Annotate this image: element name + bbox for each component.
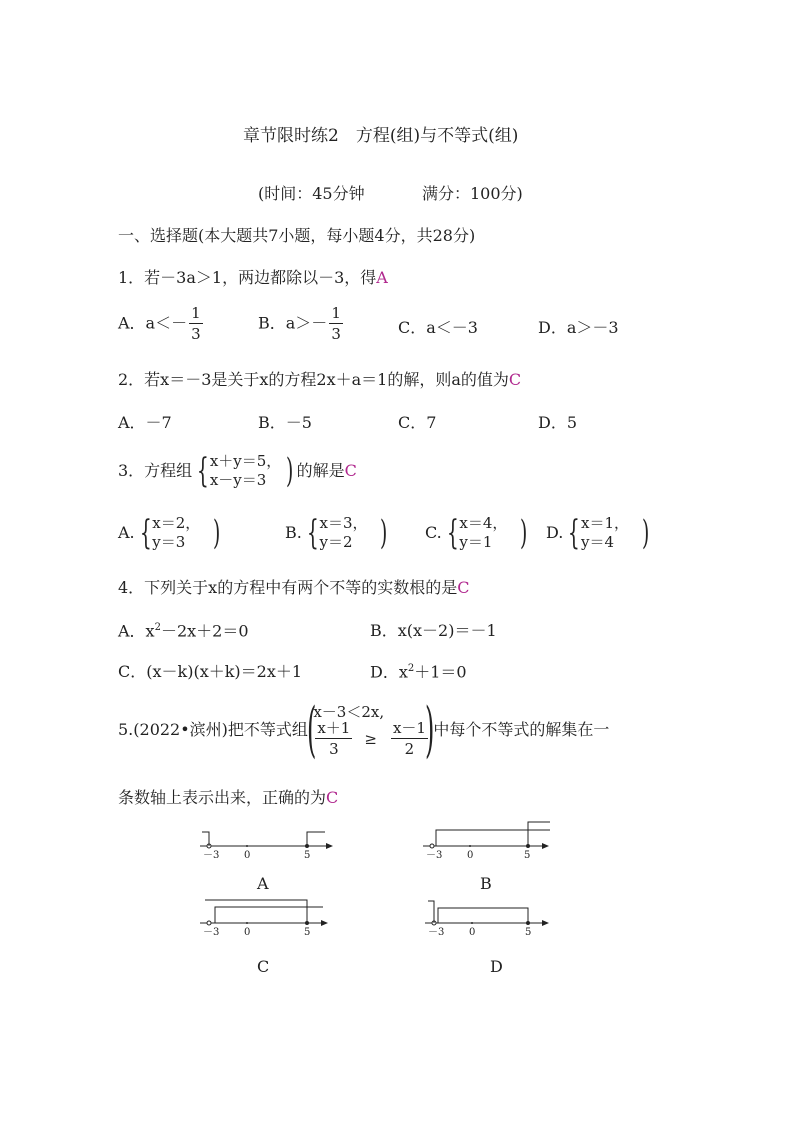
option-d-text: D．x xyxy=(370,662,408,682)
fraction xyxy=(315,721,352,757)
number-line-a-svg xyxy=(195,822,340,862)
open-point xyxy=(207,921,211,925)
fraction xyxy=(329,306,343,342)
equation-2: y＝2 xyxy=(319,533,353,551)
question-3-option-b[interactable] xyxy=(285,514,391,552)
equation-2: y＝1 xyxy=(459,533,493,551)
right-paren: ) xyxy=(520,513,528,553)
tick-label: 5 xyxy=(524,850,531,861)
left-brace: ( xyxy=(306,695,317,765)
axis-arrow xyxy=(326,843,333,849)
question-1-option-d[interactable]: D．a＞－3 xyxy=(538,318,619,337)
number-line-b-svg xyxy=(418,818,563,862)
right-paren: ) xyxy=(641,513,650,553)
tick-label: －3 xyxy=(203,850,220,861)
solution-ray-upper xyxy=(205,900,307,923)
fraction-numerator: x－1 xyxy=(392,719,426,737)
left-brace: { xyxy=(306,513,319,553)
question-2-option-c[interactable]: C．7 xyxy=(398,413,437,432)
question-3-option-c[interactable] xyxy=(425,514,531,552)
option-a-text: A．a＜－ xyxy=(118,313,188,333)
option-label: B. xyxy=(285,523,302,542)
question-5-text-tail: 中每个不等式的解集在一 xyxy=(433,720,610,739)
question-1-answer: A xyxy=(376,268,388,287)
equation-1: x＝1， xyxy=(580,514,629,532)
solution-segment xyxy=(438,908,528,923)
number-line-c xyxy=(195,895,340,939)
inequality-system xyxy=(313,703,428,757)
fraction-numerator: 1 xyxy=(191,304,201,322)
option-d-text-tail: ＋1＝0 xyxy=(414,662,467,682)
left-brace: { xyxy=(139,513,152,553)
option-a-text: A．x xyxy=(118,621,155,641)
question-3-option-a[interactable] xyxy=(118,514,224,552)
tick-point xyxy=(246,845,248,847)
question-4-option-d[interactable] xyxy=(370,664,467,680)
option-label: A. xyxy=(118,523,135,542)
question-1-text: 1．若－3a＞1，两边都除以－3，得 xyxy=(118,268,377,287)
equation-1: x＝3， xyxy=(319,514,368,532)
question-5-stem xyxy=(118,694,609,766)
tick-label: 0 xyxy=(244,927,251,938)
inequality-2 xyxy=(313,721,428,757)
tick-label: 5 xyxy=(525,927,532,938)
question-5-text: 5.(2022•滨州)把不等式组 xyxy=(118,720,308,739)
question-4-option-a[interactable] xyxy=(118,623,249,639)
fraction-denominator: 2 xyxy=(404,740,415,758)
number-line-a xyxy=(195,822,340,862)
number-line-caption-d: D xyxy=(490,957,503,976)
solution-ray-right xyxy=(307,832,325,846)
tick-label: 0 xyxy=(467,850,474,861)
question-1-option-b[interactable] xyxy=(258,306,343,342)
question-4-text: 4．下列关于x的方程中有两个不等的实数根的是 xyxy=(118,578,458,597)
question-3-answer: C xyxy=(344,461,357,480)
question-2-answer: C xyxy=(508,370,522,389)
full-score: 满分：100分) xyxy=(422,184,523,203)
geq-sign: ≥ xyxy=(364,729,377,748)
fraction-denominator: 3 xyxy=(329,740,339,758)
fraction xyxy=(189,306,203,342)
right-paren: ) xyxy=(286,451,294,491)
question-5-stem-line2 xyxy=(118,790,338,806)
question-2-option-b[interactable]: B．－5 xyxy=(258,413,312,432)
tick-label: －3 xyxy=(428,927,445,938)
equation-2: y＝4 xyxy=(580,533,615,551)
page-title: 章节限时练2 方程(组)与不等式(组) xyxy=(243,126,519,146)
left-brace: { xyxy=(197,451,209,491)
number-line-b xyxy=(418,818,563,862)
number-line-caption-b: B xyxy=(480,874,492,893)
number-line-caption-c: C xyxy=(257,957,270,976)
question-3-stem xyxy=(118,452,357,490)
question-3-text: 3．方程组 xyxy=(118,461,193,480)
option-b-text: B．a＞－ xyxy=(258,313,328,333)
question-2-stem xyxy=(118,372,521,388)
question-4-option-b[interactable]: B．x(x－2)＝－1 xyxy=(370,621,497,640)
number-line-d-svg xyxy=(420,895,565,939)
tick-label: 5 xyxy=(304,850,311,861)
left-brace: { xyxy=(568,513,581,553)
tick-point xyxy=(246,922,248,924)
question-2-option-a[interactable]: A．－7 xyxy=(118,413,172,432)
inequality-1: x－3＜2x, xyxy=(313,703,385,721)
question-5-answer: C xyxy=(326,788,339,807)
equation-2: y＝3 xyxy=(152,533,186,551)
question-2-option-d[interactable]: D．5 xyxy=(538,413,578,432)
equation-1: x＝4， xyxy=(459,514,508,532)
question-2-text: 2．若x＝－3是关于x的方程2x＋a＝1的解，则a的值为 xyxy=(118,370,509,389)
question-4-stem xyxy=(118,580,469,596)
tick-point xyxy=(469,845,471,847)
tick-label: 0 xyxy=(469,927,476,938)
axis-arrow xyxy=(321,920,328,926)
number-line-c-svg xyxy=(195,895,340,939)
right-paren: ) xyxy=(380,513,388,553)
axis-arrow xyxy=(542,843,549,849)
number-line-d xyxy=(420,895,565,939)
option-label: C. xyxy=(425,523,442,542)
fraction-denominator: 3 xyxy=(331,325,341,343)
solution-ray-left xyxy=(428,901,434,923)
solution-segment xyxy=(436,830,528,846)
fraction-numerator: 1 xyxy=(331,304,341,322)
equation-system xyxy=(442,514,531,552)
tick-label: 0 xyxy=(244,850,251,861)
question-5-text-line2: 条数轴上表示出来，正确的为 xyxy=(118,788,327,807)
open-point xyxy=(430,844,434,848)
fraction-denominator: 3 xyxy=(191,325,201,343)
question-1-option-a[interactable] xyxy=(118,306,203,342)
question-4-option-c[interactable]: C．(x－k)(x＋k)＝2x＋1 xyxy=(118,662,303,681)
option-label: D. xyxy=(546,523,564,542)
solution-ray xyxy=(528,822,550,830)
right-paren: ) xyxy=(213,513,221,553)
question-1-option-c[interactable]: C．a＜－3 xyxy=(398,318,478,337)
question-1-stem xyxy=(118,270,388,286)
time-limit: (时间：45分钟 xyxy=(258,184,365,203)
equation-system xyxy=(192,452,296,490)
axis-arrow xyxy=(542,920,549,926)
equation-system xyxy=(563,514,652,552)
question-3-text-tail: 的解是 xyxy=(296,461,345,480)
equation-system xyxy=(135,514,224,552)
equation-1: x＝2， xyxy=(152,514,201,532)
option-a-text-tail: －2x＋2＝0 xyxy=(160,621,249,641)
exponent: 2 xyxy=(407,663,415,674)
fraction-numerator: x＋1 xyxy=(317,719,351,737)
exponent: 2 xyxy=(154,622,161,633)
right-paren: ) xyxy=(424,695,435,765)
tick-label: －3 xyxy=(426,850,443,861)
tick-label: －3 xyxy=(203,927,220,938)
section-heading: 一、选择题(本大题共7小题，每小题4分，共28分) xyxy=(118,226,476,245)
question-3-option-d[interactable] xyxy=(546,514,652,552)
equation-1: x＋y＝5， xyxy=(209,452,282,470)
fraction xyxy=(391,721,428,757)
tick-point xyxy=(471,922,473,924)
left-brace: { xyxy=(446,513,459,553)
equation-system xyxy=(302,514,391,552)
tick-label: 5 xyxy=(304,927,311,938)
equation-2: x－y＝3 xyxy=(209,471,267,489)
question-4-answer: C xyxy=(457,578,470,597)
number-line-caption-a: A xyxy=(257,874,269,893)
